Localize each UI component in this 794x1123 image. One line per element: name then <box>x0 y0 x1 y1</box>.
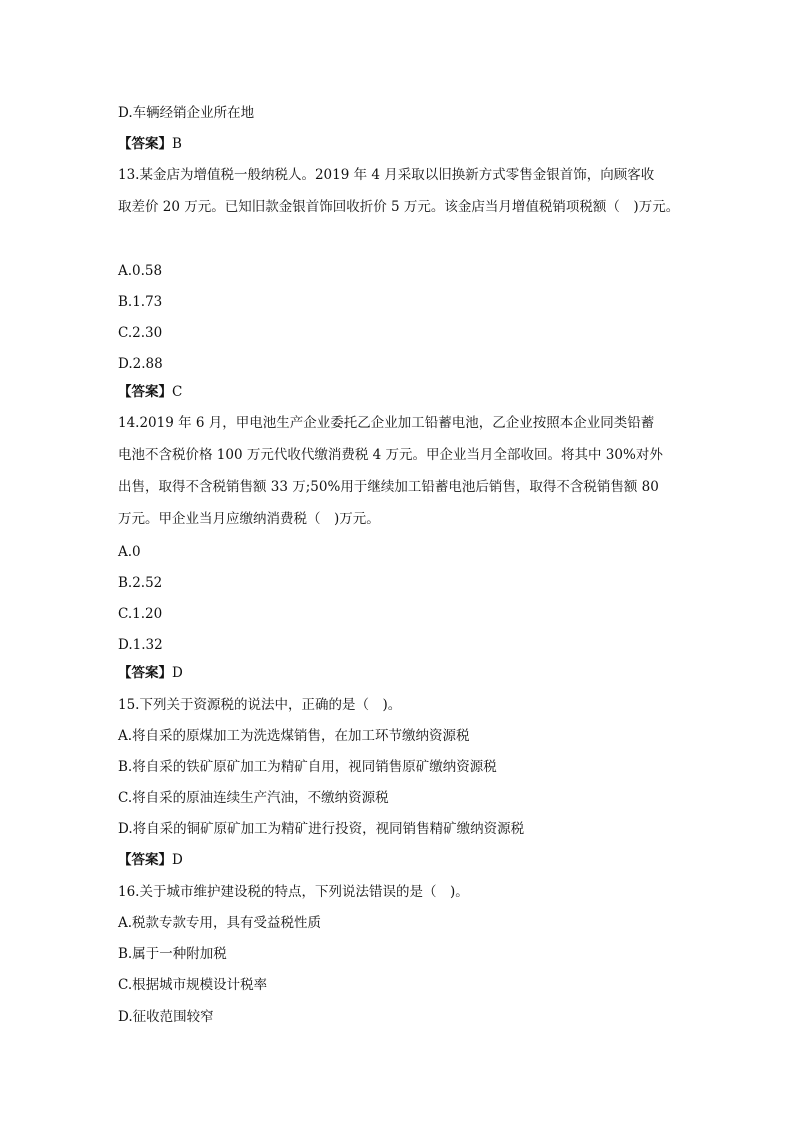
q15-option-d: D.将自采的铜矿原矿加工为精矿进行投资，视同销售精矿缴纳资源税 <box>118 821 525 837</box>
answer-value: B <box>172 136 182 152</box>
q16-option-b: B.属于一种附加税 <box>118 946 227 962</box>
q14-option-c: C.1.20 <box>118 606 163 622</box>
q14-option-b: B.2.52 <box>118 575 163 591</box>
prev-answer <box>118 135 182 153</box>
q15-option-c: C.将自采的原油连续生产汽油，不缴纳资源税 <box>118 790 389 806</box>
answer-label: 【答案】 <box>118 665 172 681</box>
q15-answer <box>118 851 183 869</box>
q14-stem-line4: 万元。甲企业当月应缴纳消费税（ )万元。 <box>118 511 380 527</box>
q13-option-d: D.2.88 <box>118 356 163 372</box>
q14-option-a: A.0 <box>118 544 141 560</box>
q13-option-b: B.1.73 <box>118 294 163 310</box>
q16-option-d: D.征收范围较窄 <box>118 1009 214 1025</box>
answer-label: 【答案】 <box>118 384 172 400</box>
q13-stem-line2: 取差价 20 万元。已知旧款金银首饰回收折价 5 万元。该金店当月增值税销项税额（ )万元。 <box>118 199 680 215</box>
q13-answer <box>118 383 182 401</box>
q15-stem: 15.下列关于资源税的说法中，正确的是（ )。 <box>118 697 402 713</box>
q16-option-a: A.税款专款专用，具有受益税性质 <box>118 915 322 931</box>
q13-option-a: A.0.58 <box>118 263 163 279</box>
q14-answer <box>118 664 183 682</box>
q15-option-b: B.将自采的铁矿原矿加工为精矿自用，视同销售原矿缴纳资源税 <box>118 759 497 775</box>
q16-option-c: C.根据城市规模设计税率 <box>118 977 268 993</box>
answer-label: 【答案】 <box>118 852 172 868</box>
prev-option-d: D.车辆经销企业所在地 <box>118 105 255 121</box>
q14-option-d: D.1.32 <box>118 637 163 653</box>
q14-stem-line1: 14.2019 年 6 月，甲电池生产企业委托乙企业加工铅蓄电池，乙企业按照本企业同类铅蓄 <box>118 415 655 431</box>
q13-option-c: C.2.30 <box>118 325 163 341</box>
q13-stem-line1: 13.某金店为增值税一般纳税人。2019 年 4 月采取以旧换新方式零售金银首饰，向顾客收 <box>118 167 655 183</box>
answer-value: D <box>172 852 183 868</box>
q14-stem-line3: 出售，取得不含税销售额 33 万;50%用于继续加工铅蓄电池后销售，取得不含税销售额 80 <box>118 479 659 495</box>
answer-value: C <box>172 384 183 400</box>
q15-option-a: A.将自采的原煤加工为洗选煤销售，在加工环节缴纳资源税 <box>118 728 470 744</box>
answer-value: D <box>172 665 183 681</box>
q14-stem-line2: 电池不含税价格 100 万元代收代缴消费税 4 万元。甲企业当月全部收回。将其中 30%对外 <box>118 447 663 463</box>
answer-label: 【答案】 <box>118 136 172 152</box>
q16-stem: 16.关于城市维护建设税的特点，下列说法错误的是（ )。 <box>118 884 469 900</box>
